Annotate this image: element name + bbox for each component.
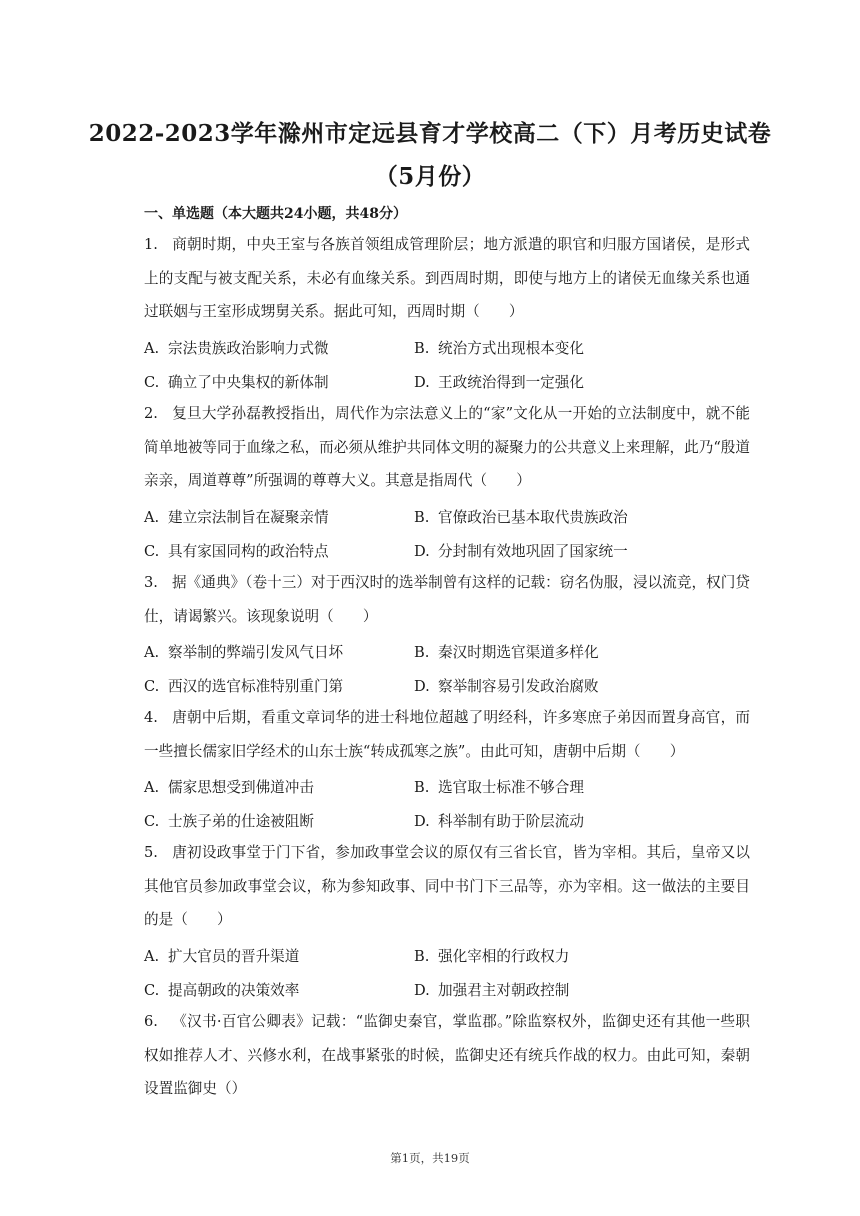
- option-d: D. 分封制有效地巩固了国家统一: [414, 543, 628, 560]
- question-4: [144, 701, 750, 768]
- option-a: A. 宗法贵族政治影响力式微: [144, 340, 329, 357]
- question-number: 5.: [144, 844, 158, 861]
- option-a: A. 扩大官员的晋升渠道: [144, 948, 300, 965]
- option-c: C. 西汉的选官标准特别重门第: [144, 678, 344, 695]
- option-b: B. 秦汉时期选官渠道多样化: [414, 644, 599, 661]
- question-stem: 据《通典》（卷十三）对于西汉时的选举制曾有这样的记载：窃名伪服，浸以流竞，权门贷仕，请谒繁兴。该现象说明（ ）: [144, 574, 750, 625]
- option-c: C. 提高朝政的决策效率: [144, 982, 300, 999]
- exam-title: 2022-2023学年滁州市定远县育才学校高二（下）月考历史试卷: [88, 120, 772, 147]
- question-number: 1.: [144, 236, 158, 253]
- question-stem: 唐初设政事堂于门下省，参加政事堂会议的原仅有三省长官，皆为宰相。其后，皇帝又以其他官员参加政事堂会议，称为参知政事、同中书门下三品等，亦为宰相。这一做法的主要目的是（ ）: [144, 844, 750, 928]
- option-d: D. 王政统治得到一定强化: [414, 374, 584, 391]
- option-d: D. 察举制容易引发政治腐败: [414, 678, 599, 695]
- question-number: 3.: [144, 574, 158, 591]
- option-d: D. 科举制有助于阶层流动: [414, 813, 584, 830]
- option-a: A. 建立宗法制旨在凝聚亲情: [144, 509, 329, 526]
- question-stem: 唐朝中后期，看重文章词华的进士科地位超越了明经科，许多寒庶子弟因而置身高官，而一些擅长儒家旧学经术的山东士族“转成孤寒之族”。由此可知，唐朝中后期（ ）: [144, 709, 750, 760]
- option-a: A. 儒家思想受到佛道冲击: [144, 779, 314, 796]
- question-number: 4.: [144, 709, 158, 726]
- question-1: [144, 228, 750, 329]
- option-b: B. 选官取士标准不够合理: [414, 779, 584, 796]
- exam-title-month: （5月份）: [374, 163, 486, 190]
- option-c: C. 士族子弟的仕途被阻断: [144, 813, 314, 830]
- option-a: A. 察举制的弊端引发风气日坏: [144, 644, 344, 661]
- option-b: B. 强化宰相的行政权力: [414, 948, 570, 965]
- question-stem: 《汉书·百官公卿表》记载：“监御史秦官，掌监郡。”除监察权外，监御史还有其他一些职权如推荐人才、兴修水利，在战事紧张的时候，监御史还有统兵作战的权力。由此可知，秦朝设置监御史（）: [144, 1013, 750, 1097]
- question-6: [144, 1005, 750, 1106]
- page-footer: 第1页，共19页: [390, 1151, 470, 1165]
- question-number: 2.: [144, 405, 158, 422]
- question-5: [144, 836, 750, 937]
- section-heading: 一、单选题（本大题共24小题，共48分）: [144, 206, 407, 222]
- option-b: B. 官僚政治已基本取代贵族政治: [414, 509, 628, 526]
- option-d: D. 加强君主对朝政控制: [414, 982, 570, 999]
- option-c: C. 确立了中央集权的新体制: [144, 374, 329, 391]
- option-c: C. 具有家国同构的政治特点: [144, 543, 329, 560]
- question-stem: 商朝时期，中央王室与各族首领组成管理阶层；地方派遣的职官和归服方国诸侯，是形式上的支配与被支配关系，未必有血缘关系。到西周时期，即使与地方上的诸侯无血缘关系也通过联姻与王室形成甥舅关系。据此可知，西周时期（ ）: [144, 236, 750, 320]
- question-3: [144, 566, 750, 633]
- option-b: B. 统治方式出现根本变化: [414, 340, 584, 357]
- question-stem: 复旦大学孙磊教授指出，周代作为宗法意义上的“家”文化从一开始的立法制度中，就不能简单地被等同于血缘之私，而必须从维护共同体文明的凝聚力的公共意义上来理解，此乃“殷道亲亲，周道尊尊”所强调的尊尊大义。其意是指周代（ ）: [144, 405, 750, 489]
- question-number: 6.: [144, 1013, 158, 1030]
- question-2: [144, 397, 750, 498]
